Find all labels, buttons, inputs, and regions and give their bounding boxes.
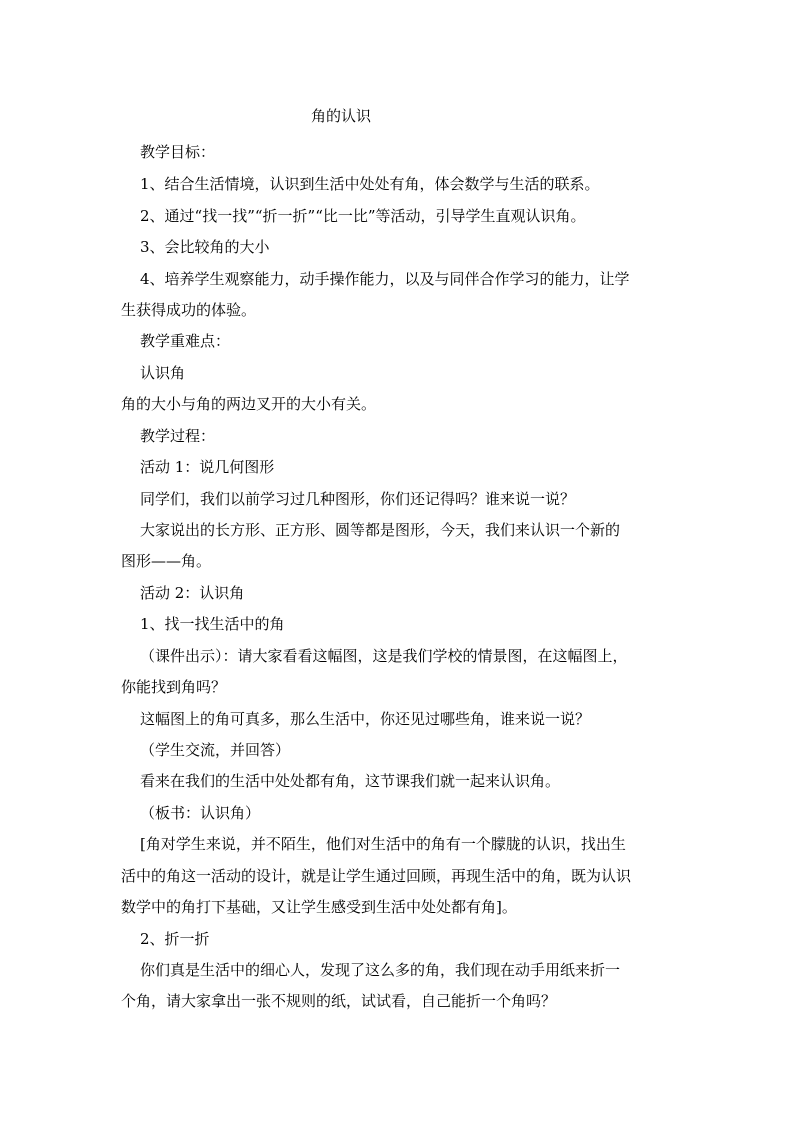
objective-4-line-1: 4、培养学生观察能力，动手操作能力，以及与同伴合作学习的能力，让学 (140, 270, 630, 288)
activity-2-comment-line-3: 数学中的角打下基础，又让学生感受到生活中处处都有角]。 (121, 898, 517, 916)
objective-2: 2、通过“找一找”“折一折”“比一比”等活动，引导学生直观认识角。 (140, 207, 586, 225)
activity-2-text-6-line-2: 个角，请大家拿出一张不规则的纸，试试看，自己能折一个角吗？ (121, 992, 557, 1010)
activity-2-text-6-line-1: 你们真是生活中的细心人，发现了这么多的角，我们现在动手用纸来折一 (140, 961, 621, 979)
objective-4-line-2: 生获得成功的体验。 (121, 301, 257, 319)
key-point-1: 认识角 (140, 364, 186, 382)
activity-1-text-2-line-1: 大家说出的长方形、正方形、圆等都是图形，今天，我们来认识一个新的 (140, 521, 621, 539)
section-heading-process: 教学过程： (140, 427, 216, 445)
activity-2-text-3: （学生交流，并回答） (140, 741, 291, 759)
activity-2-step-2: 2、折一折 (140, 930, 210, 948)
activity-2-text-4: 看来在我们的生活中处处都有角，这节课我们就一起来认识角。 (140, 772, 561, 790)
objective-1: 1、结合生活情境，认识到生活中处处有角，体会数学与生活的联系。 (140, 175, 600, 193)
activity-2-text-5: （板书：认识角） (140, 804, 261, 822)
activity-1-heading: 活动 1：说几何图形 (140, 458, 275, 476)
activity-2-comment-line-1: [角对学生来说，并不陌生，他们对生活中的角有一个朦胧的认识，找出生 (140, 835, 626, 853)
activity-2-text-2: 这幅图上的角可真多，那么生活中，你还见过哪些角，谁来说一说？ (140, 710, 591, 728)
activity-1-text-1: 同学们，我们以前学习过几种图形，你们还记得吗？谁来说一说？ (140, 490, 576, 508)
activity-2-step-1: 1、找一找生活中的角 (140, 615, 285, 633)
activity-2-heading: 活动 2：认识角 (140, 584, 245, 602)
objective-3: 3、会比较角的大小 (140, 238, 270, 256)
activity-1-text-2-line-2: 图形——角。 (121, 552, 212, 570)
activity-2-text-1-line-1: （课件出示）：请大家看看这幅图，这是我们学校的情景图，在这幅图上， (140, 647, 628, 665)
key-point-2: 角的大小与角的两边叉开的大小有关。 (121, 395, 377, 413)
activity-2-comment-line-2: 活中的角这一活动的设计，就是让学生通过回顾，再现生活中的角，既为认识 (121, 867, 632, 885)
section-heading-objectives: 教学目标： (140, 143, 216, 161)
activity-2-text-1-line-2: 你能找到角吗？ (121, 678, 227, 696)
document-title: 角的认识 (311, 107, 372, 125)
section-heading-key-points: 教学重难点： (140, 332, 231, 350)
